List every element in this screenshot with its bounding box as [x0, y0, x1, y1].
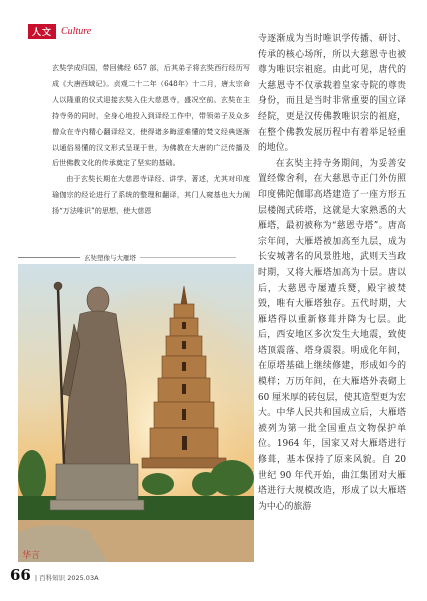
- statue-head: [87, 287, 109, 313]
- journal-name: | 百科知识 2025.03A: [34, 574, 99, 582]
- right-paragraph-1: 寺逐渐成为当时唯识学传播、研讨、传承的核心场所，所以大慈恩寺也被尊为唯识宗祖庭。由此可见，唐代的大慈恩寺不仅承载着皇家寺院的尊贵身份，而且是当时非常重要的国立译经院，更是汉传佛教唯识宗的祖庭，在整个佛教发展历程中有着举足轻重的地位。: [258, 34, 406, 154]
- page-footer: [10, 566, 99, 584]
- figure-caption: [18, 253, 236, 262]
- right-column: [258, 32, 406, 515]
- right-paragraph-2: 在玄奘主持寺务期间，为妥善安置经像舍利，在大慈恩寺正门外仿照印度佛陀伽耶高塔建造了一座方形五层楼阁式砖塔，这就是大家熟悉的大雁塔，最初被称为“慈恩寺塔”。唐高宗年间，大雁塔被加高至九层，成为长安城著名的风景胜地，武则天当政时期，又将大雁塔加高为十层。唐以后，大慈恩寺屡遭兵燹，殿宇被焚毁，唯有大雁塔独存。五代时期，大雁塔得以重新修葺并降为七层。此后，西安地区多次发生大地震，致使塔顶震落、塔身震裂。明成化年间，在原塔基础上继续修建，形成如今的模样；万历年间，在大雁塔外表砌上 60 厘米厚的砖包层，使其造型更为宏大。中华人民共和国成立后，大雁塔被列为第一批全国重点文物保护单位。1964 年，国家又对大雁塔进行修葺，基本保持了原来风貌。自 20 世纪 90 年代开始，曲江集团对大雁塔进行大规模改造，形成了以大雁塔为中心的旅游: [258, 158, 406, 512]
- pagoda-tier: [174, 304, 194, 318]
- left-paragraph-1: 玄奘学成归国，带回佛经 657 部，后其弟子将玄奘西行经历写成《大唐西域记》。贞观二十二年（648年）十二月，唐太宗命人以隆重的仪式迎接玄奘入住大慈恩寺，盛况空前。玄奘在主持寺务的同时，全身心地投入到译经工作中，带领弟子及众多僧众在寺内精心翻译经文，使得诸多晦涩难懂的梵文经典逐渐以通俗易懂的汉文形式呈现于世，为佛教在大唐的广泛传播及后世佛教文化的传承奠定了坚实的基础。: [52, 63, 250, 168]
- photo-illustration: [18, 264, 254, 562]
- caption-rule-right: [140, 257, 236, 258]
- caption-rule-left: [18, 257, 80, 258]
- statue-pedestal: [56, 464, 138, 504]
- statue-pagoda-photo: [18, 264, 254, 562]
- pagoda-base: [142, 458, 226, 468]
- left-paragraph-2: 由于玄奘长期在大慈恩寺译经、讲学、著述，尤其对印度瑜伽宗的经论进行了系统的整理和翻译，其门人窥基也大力阐扬“万法唯识”的思想，使大慈恩: [52, 174, 250, 216]
- seal-text: 华言: [22, 551, 41, 561]
- section-header: [28, 24, 91, 38]
- caption-text: 玄奘塑像与大雁塔: [84, 254, 136, 262]
- section-badge: 人文: [28, 24, 56, 39]
- page-number: 66: [10, 566, 31, 584]
- left-column: [52, 60, 250, 219]
- pedestal-base: [50, 500, 144, 510]
- section-title-en: Culture: [61, 25, 92, 37]
- staff-top: [54, 282, 62, 290]
